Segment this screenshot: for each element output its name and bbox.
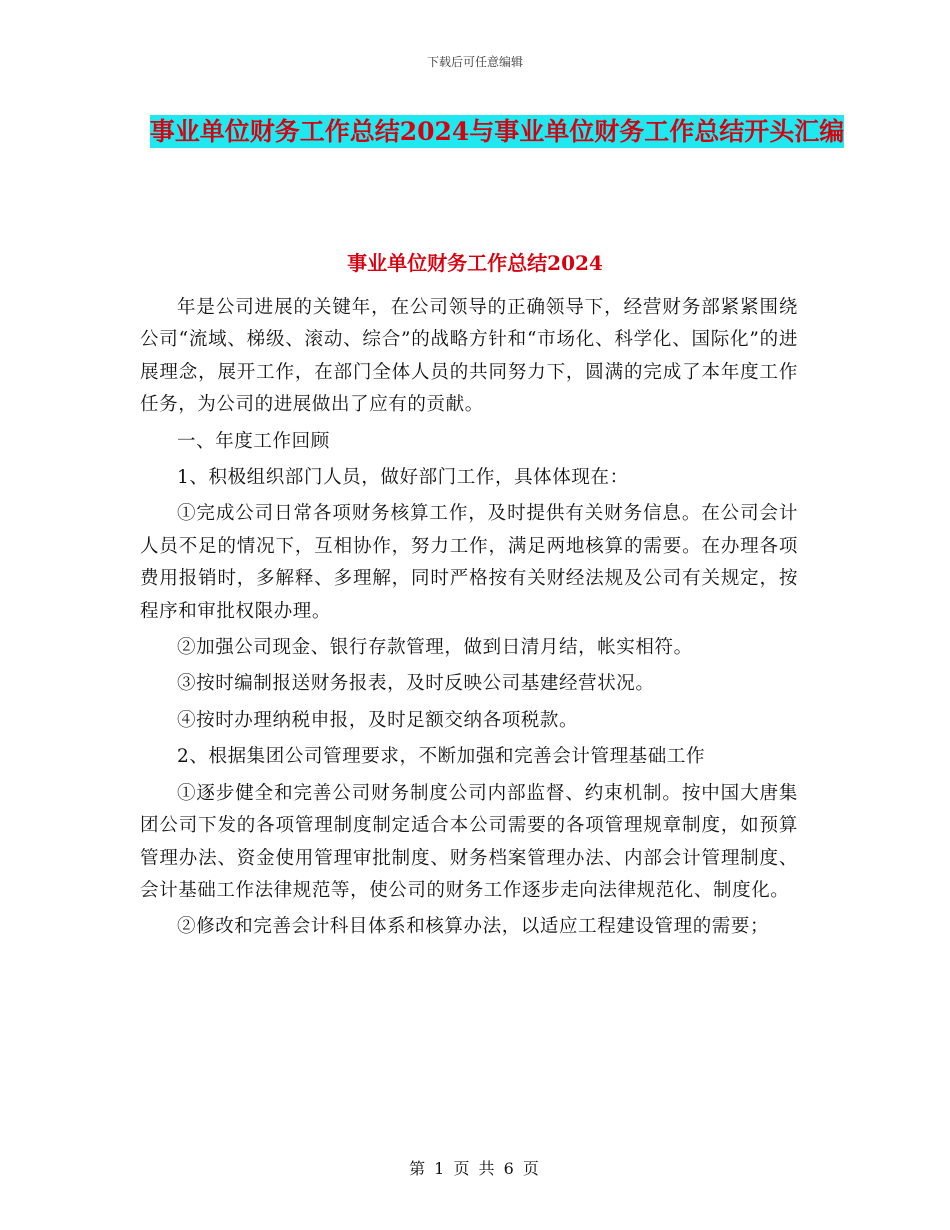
document-title <box>140 108 854 155</box>
paragraph: ②加强公司现金、银行存款管理，做到日清月结，帐实相符。 <box>177 637 693 659</box>
paragraph: ①完成公司日常各项财务核算工作，及时提供有关财务信息。在公司会计人员不足的情况下，互相协作，努力工作，满足两地核算的需要。在办理各项费用报销时，多解释、多理解，同时严格按有关财经法规及公司有关规定，按程序和审批权限办理。 <box>140 503 798 622</box>
paragraph: ③按时编制报送财务报表，及时反映公司基建经营状况。 <box>177 673 655 695</box>
page-header: 下载后可任意编辑 <box>426 55 523 69</box>
paragraph: ②修改和完善会计科目体系和核算办法，以适应工程建设管理的需要； <box>177 916 770 938</box>
paragraph: 一、年度工作回顾 <box>177 430 330 452</box>
section-title: 事业单位财务工作总结2024 <box>347 251 603 275</box>
paragraph: 1、积极组织部门人员，做好部门工作，具体体现在： <box>177 467 629 489</box>
paragraph: 2、根据集团公司管理要求，不断加强和完善会计管理基础工作 <box>177 746 706 768</box>
document-body <box>140 292 798 948</box>
paragraph: 年是公司进展的关键年，在公司领导的正确领导下，经营财务部紧紧围绕公司“流域、梯级、滚动、综合”的战略方针和“市场化、科学化、国际化”的进展理念，展开工作，在部门全体人员的共同努力下，圆满的完成了本年度工作任务，为公司的进展做出了应有的贡献。 <box>140 297 798 416</box>
paragraph: ④按时办理纳税申报，及时足额交纳各项税款。 <box>177 709 579 731</box>
document-title-text: 事业单位财务工作总结2024与事业单位财务工作总结开头汇编 <box>149 117 845 146</box>
page-footer: 第 1 页 共 6 页 <box>409 1159 541 1178</box>
paragraph: ①逐步健全和完善公司财务制度公司内部监督、约束机制。按中国大唐集团公司下发的各项管理制度制定适合本公司需要的各项管理规章制度，如预算管理办法、资金使用管理审批制度、财务档案管理办法、内部会计管理制度、会计基础工作法律规范等，使公司的财务工作逐步走向法律规范化、制度化。 <box>140 782 798 901</box>
